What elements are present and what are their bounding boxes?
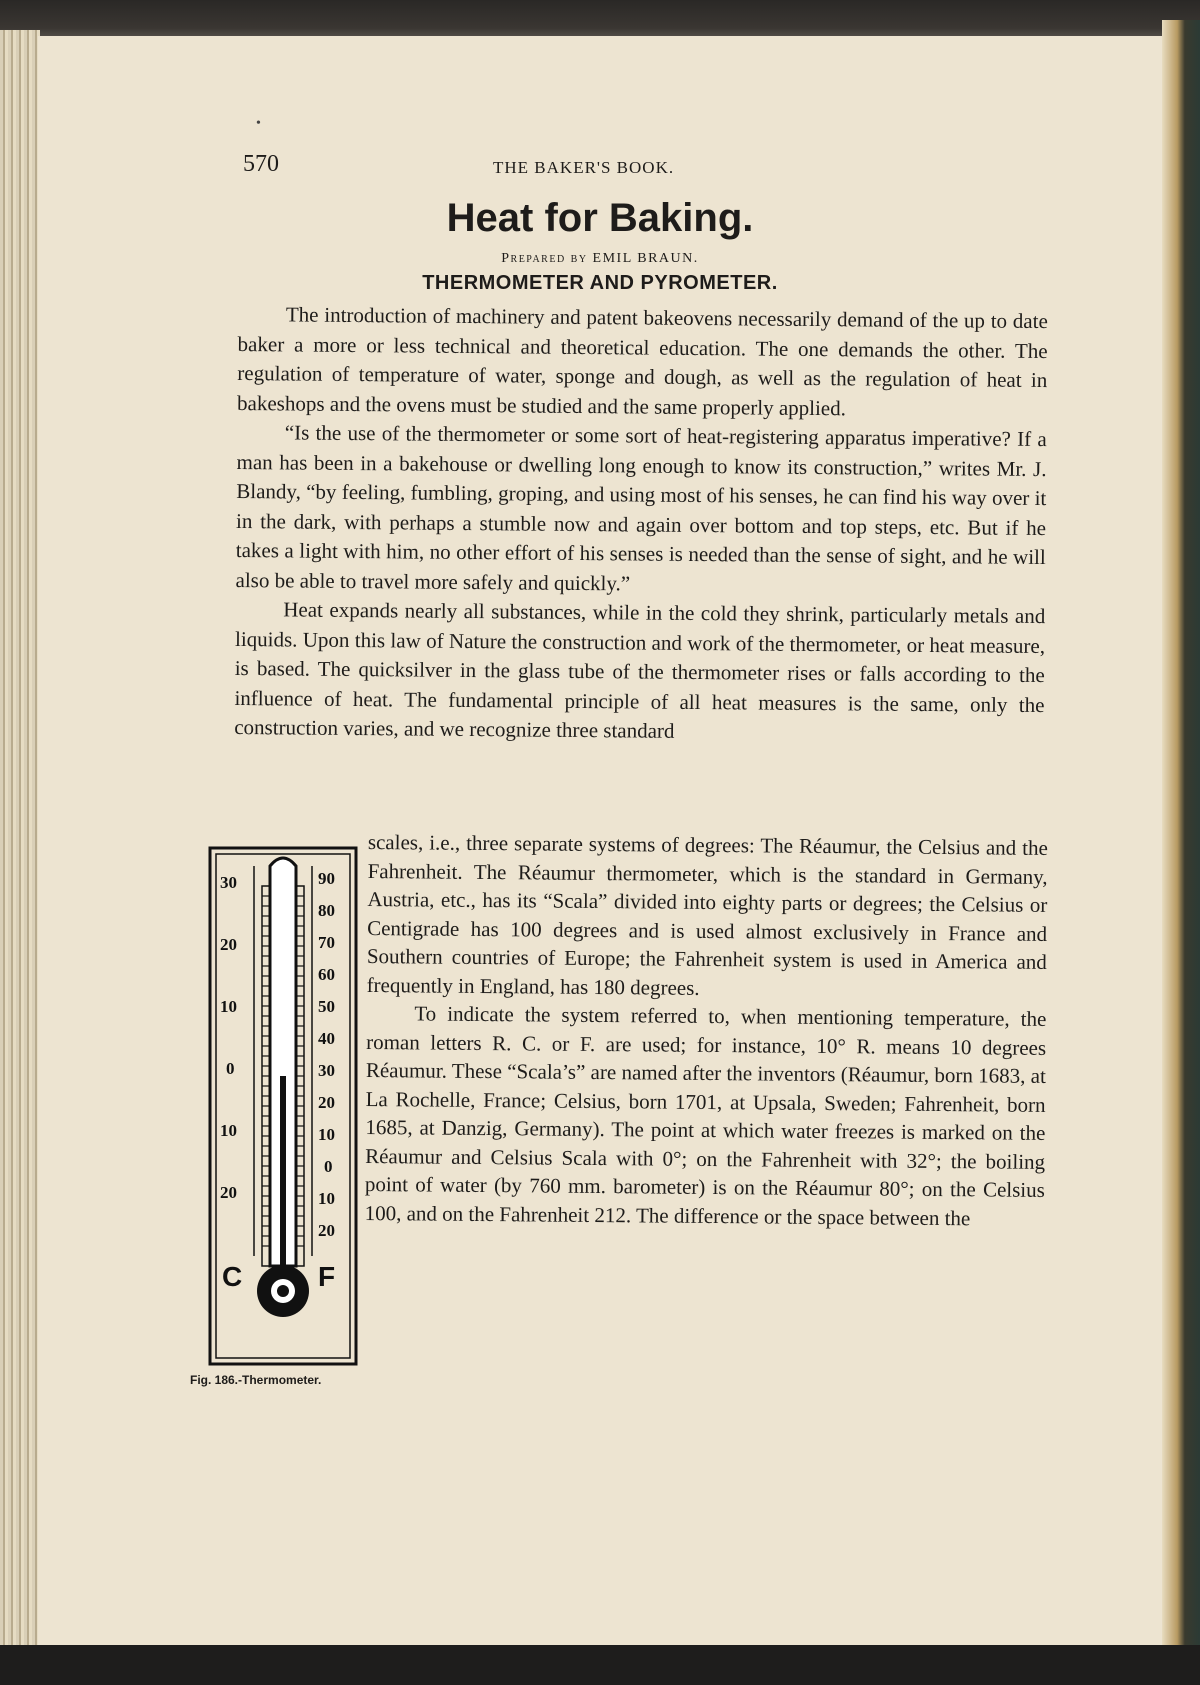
paragraph: Heat expands nearly all substances, while in the cold they shrink, particularly metals and liquids. Upon this law of Nature the construction and work of the thermometer, or heat measure, is based. The quicksilver in the glass tube of the thermometer rises or falls according to the influence of heat. The fundamental principle of all heat measures is the same, only the construction varies, and we recognize three standard (234, 597, 1046, 743)
section-subhead: THERMOMETER AND PYROMETER. (422, 272, 778, 294)
thermometer-figure (208, 846, 358, 1366)
f-scale-label: 70 (318, 933, 335, 952)
f-scale-label: 60 (318, 965, 335, 984)
book-binding-top (0, 0, 1200, 40)
paragraph: “Is the use of the thermometer or some sort of heat-registering apparatus imperative? If a man has been in a bakehouse or dwelling long enough to know its construction,” writes Mr. J. Blandy, “by feeling, fumbling, groping, and using most of his senses, he can find his way over it in the dark, with perhaps a stumble now and again over bottom and top steps, etc. But if he takes a light with him, no other effort of his senses is needed than the sense of sight, and he will also be able to travel more safely and quickly.” (235, 420, 1047, 595)
running-head: THE BAKER'S BOOK. (493, 158, 675, 177)
c-scale-label: 20 (220, 1183, 237, 1202)
f-scale-label: 0 (324, 1157, 333, 1176)
page-edges-right (1162, 20, 1200, 1660)
f-scale-label: 10 (318, 1125, 335, 1144)
fahrenheit-unit-label: F (318, 1261, 336, 1292)
page-edges-left (0, 30, 40, 1660)
f-scale-label: 30 (318, 1061, 335, 1080)
book-binding-bottom (0, 1645, 1200, 1685)
f-scale-label: 20 (318, 1221, 335, 1240)
f-scale-label: 50 (318, 997, 335, 1016)
wrapped-body-text (365, 828, 1048, 1233)
article-title: Heat for Baking. (446, 196, 754, 240)
body-text (234, 300, 1048, 750)
book-page (38, 36, 1162, 1646)
c-scale-label: 0 (226, 1059, 235, 1078)
paragraph: scales, i.e., three separate systems of degrees: The Réaumur, the Celsius and the Fahrenheit. The Réaumur thermometer, which is the standard in Germany, Austria, etc., has its “Scala” divided into eighty parts or degrees; the Celsius or Centigrade has 100 degrees and is used almost exclusively in France and Southern countries of Europe; the Fahrenheit system is used in America and frequently in England, has 180 degrees. (366, 829, 1048, 1000)
thermometer-illustration (208, 846, 358, 1366)
page-number: 570 (243, 151, 279, 177)
c-scale-label: 30 (220, 873, 237, 892)
figure-caption: Fig. 186.-Thermometer. (190, 1373, 322, 1387)
article-byline: Prepared by EMIL BRAUN. (501, 251, 699, 266)
f-scale-label: 10 (318, 1189, 335, 1208)
c-scale-label: 10 (220, 1121, 237, 1140)
f-scale-label: 80 (318, 901, 335, 920)
celsius-unit-label: C (222, 1261, 243, 1292)
paragraph: The introduction of machinery and patent bakeovens necessarily demand of the up to date baker a more or less technical and theoretical education. The one demands the other. The regulation of temperature of water, sponge and dough, as well as the regulation of heat in bakeshops and the ovens must be studied and the same properly applied. (237, 302, 1048, 420)
c-scale-label: 20 (220, 935, 237, 954)
paragraph: To indicate the system referred to, when mentioning temperature, the roman letters R. C. or F. are used; for instance, 10° R. means 10 degrees Réaumur. These “Scala’s” are named after the inventors (Réaumur, born 1683, at La Rochelle, France; Celsius, born 1701, at Upsala, Sweden; Fahrenheit, born 1685, at Danzig, Germany). The point at which water freezes is marked on the Réaumur and Celsius Scala with 0°; on the Fahrenheit with 32°; the boiling point of water (by 760 mm. barometer) is on the Réaumur 80°; on the Celsius 100, and on the Fahrenheit 212. The difference or the space between the (364, 1001, 1047, 1230)
f-scale-label: 90 (318, 869, 335, 888)
c-scale-label: 10 (220, 997, 237, 1016)
ink-dot: • (256, 116, 261, 131)
f-scale-label: 20 (318, 1093, 335, 1112)
f-scale-label: 40 (318, 1029, 335, 1048)
